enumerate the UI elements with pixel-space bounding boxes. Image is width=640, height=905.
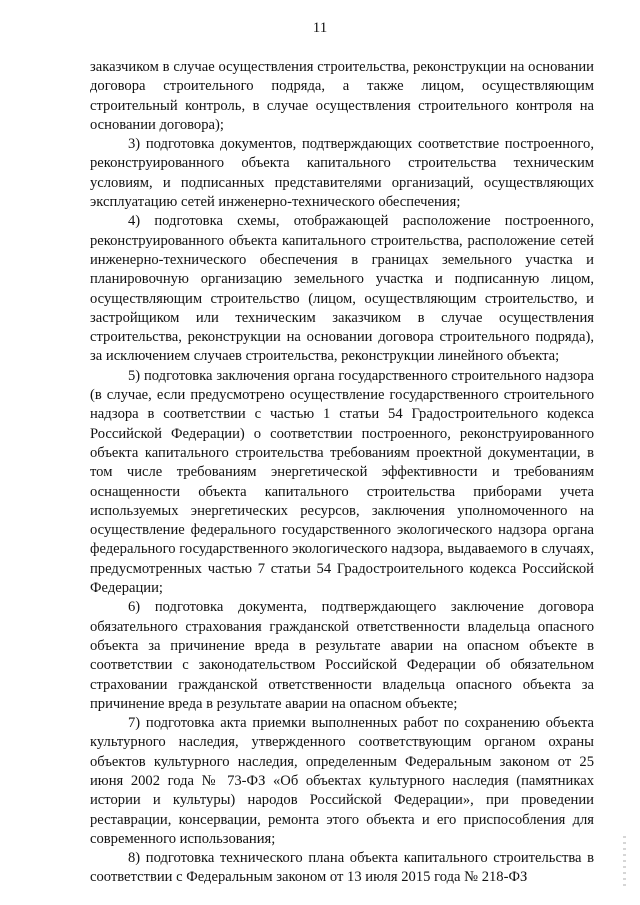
paragraph-item-7: 7) подготовка акта приемки выполненных работ по сохранению объекта культурного наследия, утвержденного соответствующим органом охраны объектов культурного наследия, определенным Федеральным законом от 25 июня 2002 года № 73-ФЗ «Об объектах культурного наследия (памятниках истории и культуры) народов Российской Федерации», при проведении реставрации, консервации, ремонта этого объекта и его приспособления для современного использования; xyxy=(90,715,594,847)
paragraph-item-8: 8) подготовка технического плана объекта капитального строительства в соответствии с Федеральным законом от 13 июля 2015 года № 218-ФЗ xyxy=(90,850,594,886)
paragraph-item-5: 5) подготовка заключения органа государственного строительного надзора (в случае, если предусмотрено осуществление государственного строительного надзора в соответствии с частью 1 статьи 54 Градостроительного кодекса Российской Федерации) о соответствии построенного, реконструированного объекта капитального строительства требованиям проектной документации, в том числе требованиям энергетической эффективности и требованиям оснащенности объекта капитального строительства приборами учета используемых энергетических ресурсов, заключения уполномоченного на осуществление федерального государственного экологического надзора органа федерального государственного экологического надзора, выдаваемого в случаях, предусмотренных частью 7 статьи 54 Градостроительного кодекса Российской Федерации; xyxy=(90,367,594,597)
paragraph-item-3: 3) подготовка документов, подтверждающих соответствие построенного, реконструированного объекта капитального строительства техническим условиям, и подписанных представителями организаций, осуществляющих эксплуатацию сетей инженерно-технического обеспечения; xyxy=(90,136,594,211)
page-number: 11 xyxy=(312,20,328,36)
document-body xyxy=(90,58,594,888)
paragraph-item-4: 4) подготовка схемы, отображающей расположение построенного, реконструированного объекта капитального строительства, расположение сетей инженерно-технического обеспечения в границах земельного участка и планировочную организацию земельного участка и подписанную лицом, осуществляющим строительство (лицом, осуществляющим строительство, и застройщиком или техническим заказчиком в случае осуществления строительства, реконструкции на основании договора строительного подряда), за исключением случаев строительства, реконструкции линейного объекта; xyxy=(90,213,594,365)
paragraph-continuation: заказчиком в случае осуществления строительства, реконструкции на основании договора строительного подряда, а также лицом, осуществляющим строительный контроль, в случае осуществления строительного контроля на основании договора); xyxy=(90,59,594,133)
paragraph-item-6: 6) подготовка документа, подтверждающего заключение договора обязательного страхования гражданской ответственности владельца опасного объекта за причинение вреда в результате аварии на опасном объекте в соответствии с законодательством Российской Федерации об обязательном страховании гражданской ответственности владельца опасного объекта за причинение вреда в результате аварии на опасном объекте; xyxy=(90,599,594,712)
scan-margin-mark xyxy=(623,836,626,886)
